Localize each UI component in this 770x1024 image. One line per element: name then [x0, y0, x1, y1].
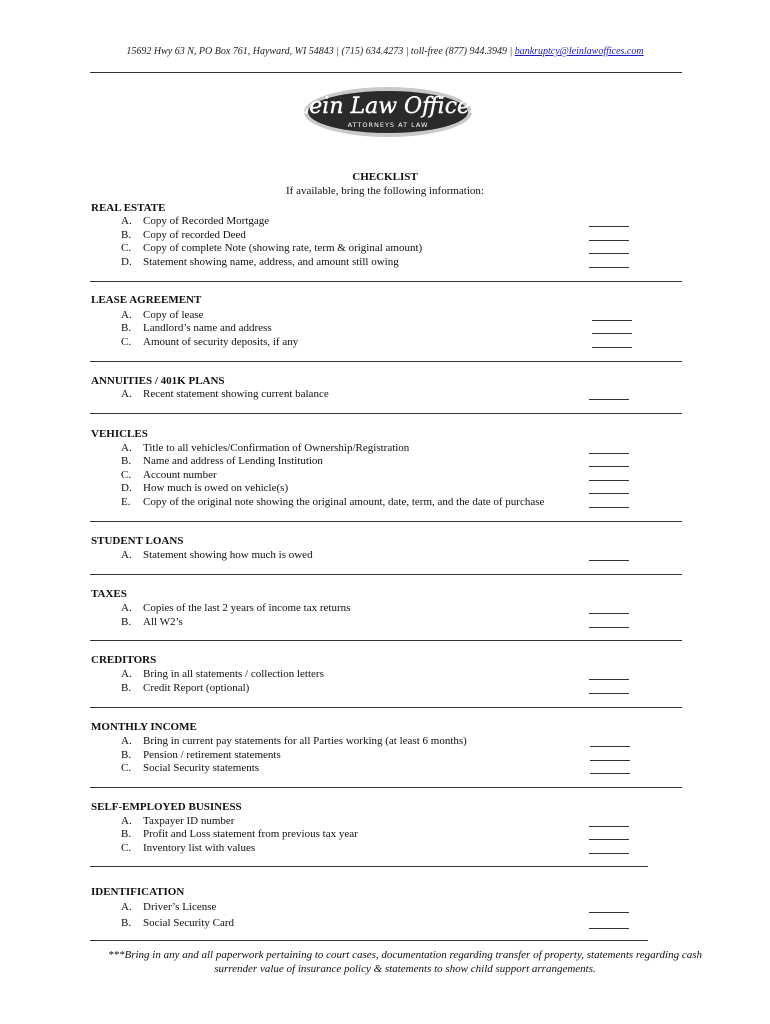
footer-note: ***Bring in any and all paperwork pertaining to court cases, documentation regarding transfer of property, statements regarding cash surrender value of insurance policy & statements to show child support arrangements. — [107, 949, 703, 975]
checkbox-blank-line[interactable] — [589, 480, 629, 481]
checkbox-blank-line[interactable] — [589, 613, 629, 614]
item-text: All W2’s — [143, 616, 183, 628]
checklist-item — [121, 309, 203, 321]
checklist-item — [121, 815, 234, 827]
item-text: Taxpayer ID number — [143, 815, 235, 827]
checklist-item — [121, 682, 249, 694]
item-text: Statement showing how much is owed — [143, 549, 313, 561]
law-office-logo — [303, 86, 473, 138]
item-text: Landlord’s name and address — [143, 322, 272, 334]
checklist-item — [121, 749, 281, 761]
item-letter: B. — [121, 917, 132, 929]
section-title: ANNUITIES / 401K PLANS — [91, 375, 225, 387]
item-text: Copy of recorded Deed — [143, 229, 246, 241]
section-title: IDENTIFICATION — [91, 886, 185, 898]
item-text: Account number — [143, 469, 217, 481]
checkbox-blank-line[interactable] — [592, 347, 632, 348]
checklist-item — [121, 442, 409, 454]
item-letter: D. — [121, 256, 132, 268]
item-text: Bring in current pay statements for all Parties working (at least 6 months) — [143, 735, 467, 747]
checklist-item — [121, 496, 544, 508]
item-letter: C. — [121, 336, 132, 348]
section-divider — [90, 866, 648, 867]
checklist-item — [121, 735, 467, 747]
header-divider — [90, 72, 682, 73]
checkbox-blank-line[interactable] — [589, 853, 629, 854]
item-letter: C. — [121, 842, 132, 854]
section-divider — [90, 787, 682, 788]
checklist-item — [121, 602, 350, 614]
section-divider — [90, 521, 682, 522]
checklist-item — [121, 455, 323, 467]
item-letter: B. — [121, 616, 132, 628]
checkbox-blank-line[interactable] — [589, 928, 629, 929]
item-letter: A. — [121, 815, 132, 827]
checklist-item — [121, 256, 399, 268]
checkbox-blank-line[interactable] — [589, 560, 629, 561]
section-divider — [90, 640, 682, 641]
checkbox-blank-line[interactable] — [592, 320, 632, 321]
email-link[interactable]: bankruptcy@leinlawoffices.com — [514, 46, 644, 57]
checkbox-blank-line[interactable] — [589, 226, 629, 227]
item-text: Profit and Loss statement from previous tax year — [143, 828, 358, 840]
checkbox-blank-line[interactable] — [589, 466, 629, 467]
section-divider — [90, 361, 682, 362]
item-letter: C. — [121, 762, 132, 774]
letterhead-address: 15692 Hwy 63 N, PO Box 761, Hayward, WI 54843 | (715) 634.4273 | toll-free (877) 944.3949 | — [126, 46, 515, 57]
item-letter: B. — [121, 682, 132, 694]
checkbox-blank-line[interactable] — [590, 773, 630, 774]
section-title: TAXES — [91, 588, 127, 600]
item-letter: C. — [121, 469, 132, 481]
item-letter: A. — [121, 602, 132, 614]
item-text: Copy of the original note showing the original amount, date, term, and the date of purchase — [143, 496, 545, 508]
section-title: SELF-EMPLOYED BUSINESS — [91, 801, 242, 813]
checkbox-blank-line[interactable] — [589, 453, 629, 454]
item-text: Driver’s License — [143, 901, 217, 913]
checkbox-blank-line[interactable] — [589, 839, 629, 840]
item-letter: B. — [121, 229, 132, 241]
checkbox-blank-line[interactable] — [589, 507, 629, 508]
checklist-item — [121, 549, 313, 561]
item-text: Bring in all statements / collection letters — [143, 668, 324, 680]
item-letter: D. — [121, 482, 132, 494]
checkbox-blank-line[interactable] — [589, 912, 629, 913]
checkbox-blank-line[interactable] — [589, 253, 629, 254]
checklist-item — [121, 842, 255, 854]
section-title: STUDENT LOANS — [91, 535, 184, 547]
item-text: Copies of the last 2 years of income tax returns — [143, 602, 351, 614]
checkbox-blank-line[interactable] — [589, 679, 629, 680]
page-subtitle: If available, bring the following information: — [286, 185, 484, 197]
item-text: Copy of lease — [143, 309, 204, 321]
item-text: Statement showing name, address, and amount still owing — [143, 256, 399, 268]
checkbox-blank-line[interactable] — [589, 693, 629, 694]
checklist-item — [121, 215, 269, 227]
checkbox-blank-line[interactable] — [590, 760, 630, 761]
item-letter: C. — [121, 242, 132, 254]
item-text: Title to all vehicles/Confirmation of Ownership/Registration — [143, 442, 410, 454]
item-letter: A. — [121, 215, 132, 227]
item-text: Amount of security deposits, if any — [143, 336, 299, 348]
item-letter: B. — [121, 322, 132, 334]
page-title: CHECKLIST — [352, 171, 418, 183]
item-text: Inventory list with values — [143, 842, 256, 854]
item-letter: A. — [121, 901, 132, 913]
item-letter: A. — [121, 388, 132, 400]
section-divider — [90, 281, 682, 282]
item-letter: B. — [121, 455, 132, 467]
checklist-item — [121, 762, 259, 774]
letterhead-contact — [0, 46, 770, 57]
checkbox-blank-line[interactable] — [592, 333, 632, 334]
checkbox-blank-line[interactable] — [589, 493, 629, 494]
checkbox-blank-line[interactable] — [589, 399, 629, 400]
checklist-item — [121, 388, 329, 400]
item-letter: A. — [121, 549, 132, 561]
item-letter: A. — [121, 735, 132, 747]
item-letter: B. — [121, 749, 132, 761]
section-divider — [90, 940, 648, 941]
item-text: Credit Report (optional) — [143, 682, 250, 694]
checklist-item — [121, 482, 288, 494]
section-divider — [90, 707, 682, 708]
checklist-item — [121, 242, 422, 254]
item-letter: A. — [121, 668, 132, 680]
item-text: Copy of complete Note (showing rate, term & original amount) — [143, 242, 423, 254]
checklist-item — [121, 901, 216, 913]
item-text: Social Security statements — [143, 762, 260, 774]
svg-text:ATTORNEYS AT LAW: ATTORNEYS AT LAW — [347, 121, 429, 129]
item-letter: A. — [121, 442, 132, 454]
item-letter: B. — [121, 828, 132, 840]
item-text: Social Security Card — [143, 917, 235, 929]
section-title: LEASE AGREEMENT — [91, 294, 202, 306]
checkbox-blank-line[interactable] — [590, 746, 630, 747]
checklist-item — [121, 917, 234, 929]
section-title: MONTHLY INCOME — [91, 721, 197, 733]
checklist-item — [121, 668, 324, 680]
checkbox-blank-line[interactable] — [589, 627, 629, 628]
item-text: Name and address of Lending Institution — [143, 455, 323, 467]
item-letter: A. — [121, 309, 132, 321]
checkbox-blank-line[interactable] — [589, 240, 629, 241]
item-text: Recent statement showing current balance — [143, 388, 329, 400]
item-text: Pension / retirement statements — [143, 749, 281, 761]
section-title: VEHICLES — [91, 428, 148, 440]
checkbox-blank-line[interactable] — [589, 267, 629, 268]
checklist-item — [121, 828, 358, 840]
section-title: REAL ESTATE — [91, 202, 166, 214]
item-text: How much is owed on vehicle(s) — [143, 482, 289, 494]
checklist-item — [121, 322, 272, 334]
item-text: Copy of Recorded Mortgage — [143, 215, 270, 227]
section-divider — [90, 574, 682, 575]
svg-text:Lein Law Offices: Lein Law Offices — [303, 94, 473, 119]
item-letter: E. — [121, 496, 131, 508]
checklist-item — [121, 229, 246, 241]
section-divider — [90, 413, 682, 414]
section-title: CREDITORS — [91, 654, 157, 666]
checkbox-blank-line[interactable] — [589, 826, 629, 827]
checklist-item — [121, 616, 183, 628]
checklist-item — [121, 469, 217, 481]
checklist-item — [121, 336, 298, 348]
